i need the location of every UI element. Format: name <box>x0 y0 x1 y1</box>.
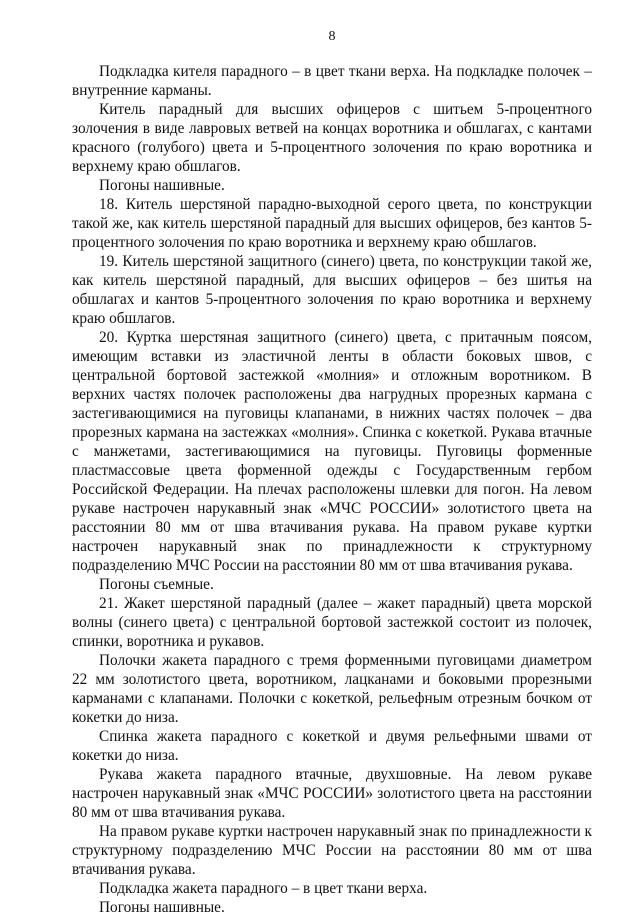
page-number: 8 <box>328 29 336 44</box>
paragraph-jacket-fronts: Полочки жакета парадного с тремя форменными пуговицами диаметром 22 мм золотистого цвета, воротником, лацканами и боковыми прорезными карманами с клапанами. Полочки с кокеткой, рельефным отрезным бочком от кокетки до низа. <box>72 652 592 726</box>
document-page <box>72 0 592 916</box>
document-body <box>72 62 592 917</box>
paragraph-item-20: 20. Куртка шерстяная защитного (синего) цвета, с притачным поясом, имеющим вставки из эластичной ленты в области боковых швов, с центральной бортовой застежкой «молния» и отложным воротником. В верхних частях полочек расположены два нагрудных прорезных кармана с застегивающимися на пуговицы клапанами, в нижних частях полочек – два прорезных кармана на застежках «молния». Спинка с кокеткой. Рукава втачные с манжетами, застегивающимися на пуговицы. Пуговицы форменные пластмассовые цвета форменной одежды с Государственным гербом Российской Федерации. На плечах расположены шлевки для погон. На левом рукаве настрочен нарукавный знак «МЧС РОССИИ» золотистого цвета на расстоянии 80 мм от шва втачивания рукава. На правом рукаве куртки настрочен нарукавный знак по принадлежности к структурному подразделению МЧС России на расстоянии 80 мм от шва втачивания рукава. <box>72 329 592 574</box>
paragraph-jacket-lining: Подкладка жакета парадного – в цвет ткани верха. <box>99 880 428 897</box>
paragraph-shoulder-boards-removable: Погоны съемные. <box>99 576 214 593</box>
paragraph-shoulder-boards-sewn: Погоны нашивные. <box>99 177 225 194</box>
paragraph-lining: Подкладка кителя парадного – в цвет ткани верха. На подкладке полочек – внутренние карманы. <box>72 63 592 99</box>
paragraph-shoulder-boards-final: Погоны нашивные. <box>99 899 225 916</box>
paragraph-item-18: 18. Китель шерстяной парадно-выходной серого цвета, по конструкции такой же, как китель шерстяной парадный для высших офицеров, без кантов 5-процентного золочения по краю воротника и верхнему краю обшлагов. <box>72 196 592 251</box>
paragraph-right-sleeve-patch: На правом рукаве куртки настрочен нарукавный знак по принадлежности к структурному подразделению МЧС России на расстоянии 80 мм от шва втачивания рукава. <box>72 823 592 878</box>
paragraph-item-19: 19. Китель шерстяной защитного (синего) цвета, по конструкции такой же, как китель шерстяной парадный, для высших офицеров – без шитья на обшлагах и кантов 5-процентного золочения по краю воротника и верхнему краю обшлагов. <box>72 253 592 327</box>
paragraph-item-21: 21. Жакет шерстяной парадный (далее – жакет парадный) цвета морской волны (синего цвета) с центральной бортовой застежкой состоит из полочек, спинки, воротника и рукавов. <box>72 595 592 650</box>
paragraph-senior-officer-tunic: Китель парадный для высших офицеров с шитьем 5-процентного золочения в виде лавровых ветвей на концах воротника и обшлагах, с кантами красного (голубого) цвета и 5-процентного золочения по краю воротника и верхнему краю обшлагов. <box>72 101 592 175</box>
paragraph-jacket-back: Спинка жакета парадного с кокеткой и двумя рельефными швами от кокетки до низа. <box>72 728 592 764</box>
paragraph-jacket-sleeves: Рукава жакета парадного втачные, двухшовные. На левом рукаве настрочен нарукавный знак «МЧС РОССИИ» золотистого цвета на расстоянии 80 мм от шва втачивания рукава. <box>72 766 592 821</box>
